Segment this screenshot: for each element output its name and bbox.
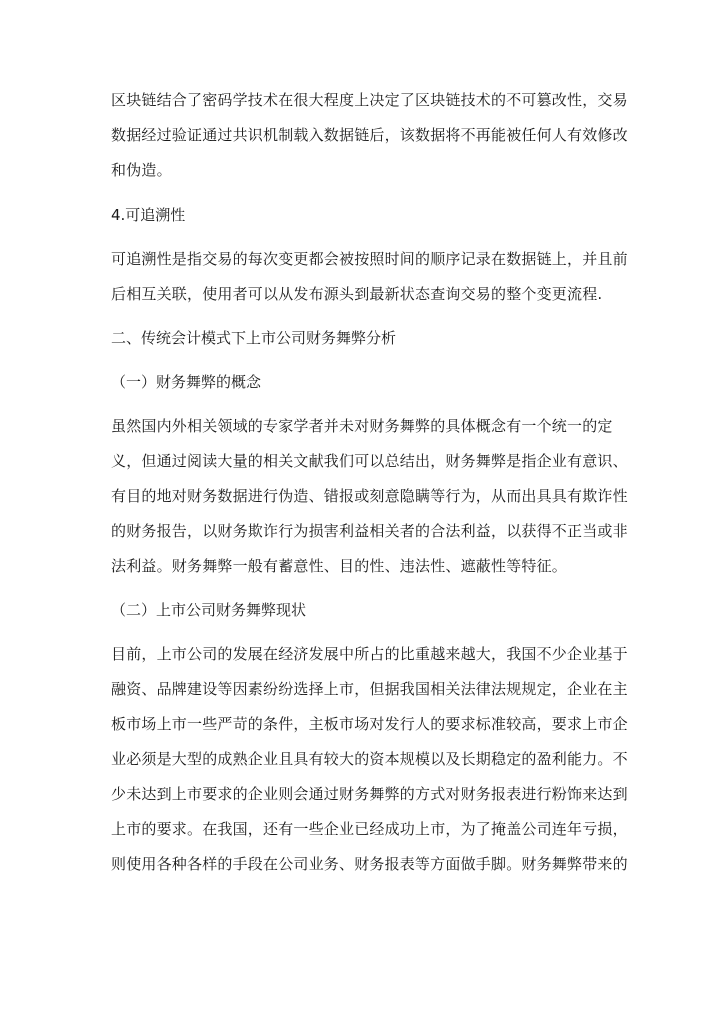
text-line: 上市的要求。在我国，还有一些企业已经成功上市，为了掩盖公司连年亏损，: [111, 820, 628, 838]
text-line: 虽然国内外相关领域的专家学者并未对财务舞弊的具体概念有一个统一的定: [111, 417, 613, 435]
text-line: 有目的地对财务数据进行伪造、错报或刻意隐瞒等行为，从而出具具有欺诈性: [111, 487, 628, 505]
text-line: 和伪造。: [111, 161, 172, 179]
text-line: 区块链结合了密码学技术在很大程度上决定了区块链技术的不可篡改性，交易: [111, 91, 628, 109]
text-line: 业必须是大型的成熟企业且具有较大的资本规模以及长期稳定的盈利能力。不: [111, 750, 628, 768]
subsection-title-concept: （一）财务舞弊的概念: [111, 373, 262, 391]
text-line: 少未达到上市要求的企业则会通过财务舞弊的方式对财务报表进行粉饰来达到: [111, 785, 628, 803]
section-title: 二、传统会计模式下上市公司财务舞弊分析: [111, 329, 397, 347]
text-line: 法利益。财务舞弊一般有蓄意性、目的性、违法性、遮蔽性等特征。: [111, 557, 568, 575]
heading-traceability: 4.可追溯性: [111, 206, 186, 224]
text-line: 目前，上市公司的发展在经济发展中所占的比重越来越大，我国不少企业基于: [111, 645, 628, 663]
text-line: 数据经过验证通过共识机制载入数据链后，该数据将不再能被任何人有效修改: [111, 126, 628, 144]
text-line: 板市场上市一些严苛的条件，主板市场对发行人的要求标准较高，要求上市企: [111, 715, 628, 733]
text-line: 可追溯性是指交易的每次变更都会被按照时间的顺序记录在数据链上，并且前: [111, 250, 628, 268]
text-line: 则使用各种各样的手段在公司业务、财务报表等方面做手脚。财务舞弊带来的: [111, 855, 628, 873]
text-line: 后相互关联，使用者可以从发布源头到最新状态查询交易的整个变更流程.: [111, 285, 603, 303]
text-line: 义，但通过阅读大量的相关文献我们可以总结出，财务舞弊是指企业有意识、: [111, 452, 628, 470]
text-line: 融资、品牌建设等因素纷纷选择上市，但据我国相关法律法规规定，企业在主: [111, 680, 628, 698]
subsection-title-status: （二）上市公司财务舞弊现状: [111, 601, 307, 619]
text-line: 的财务报告，以财务欺诈行为损害利益相关者的合法利益，以获得不正当或非: [111, 522, 628, 540]
